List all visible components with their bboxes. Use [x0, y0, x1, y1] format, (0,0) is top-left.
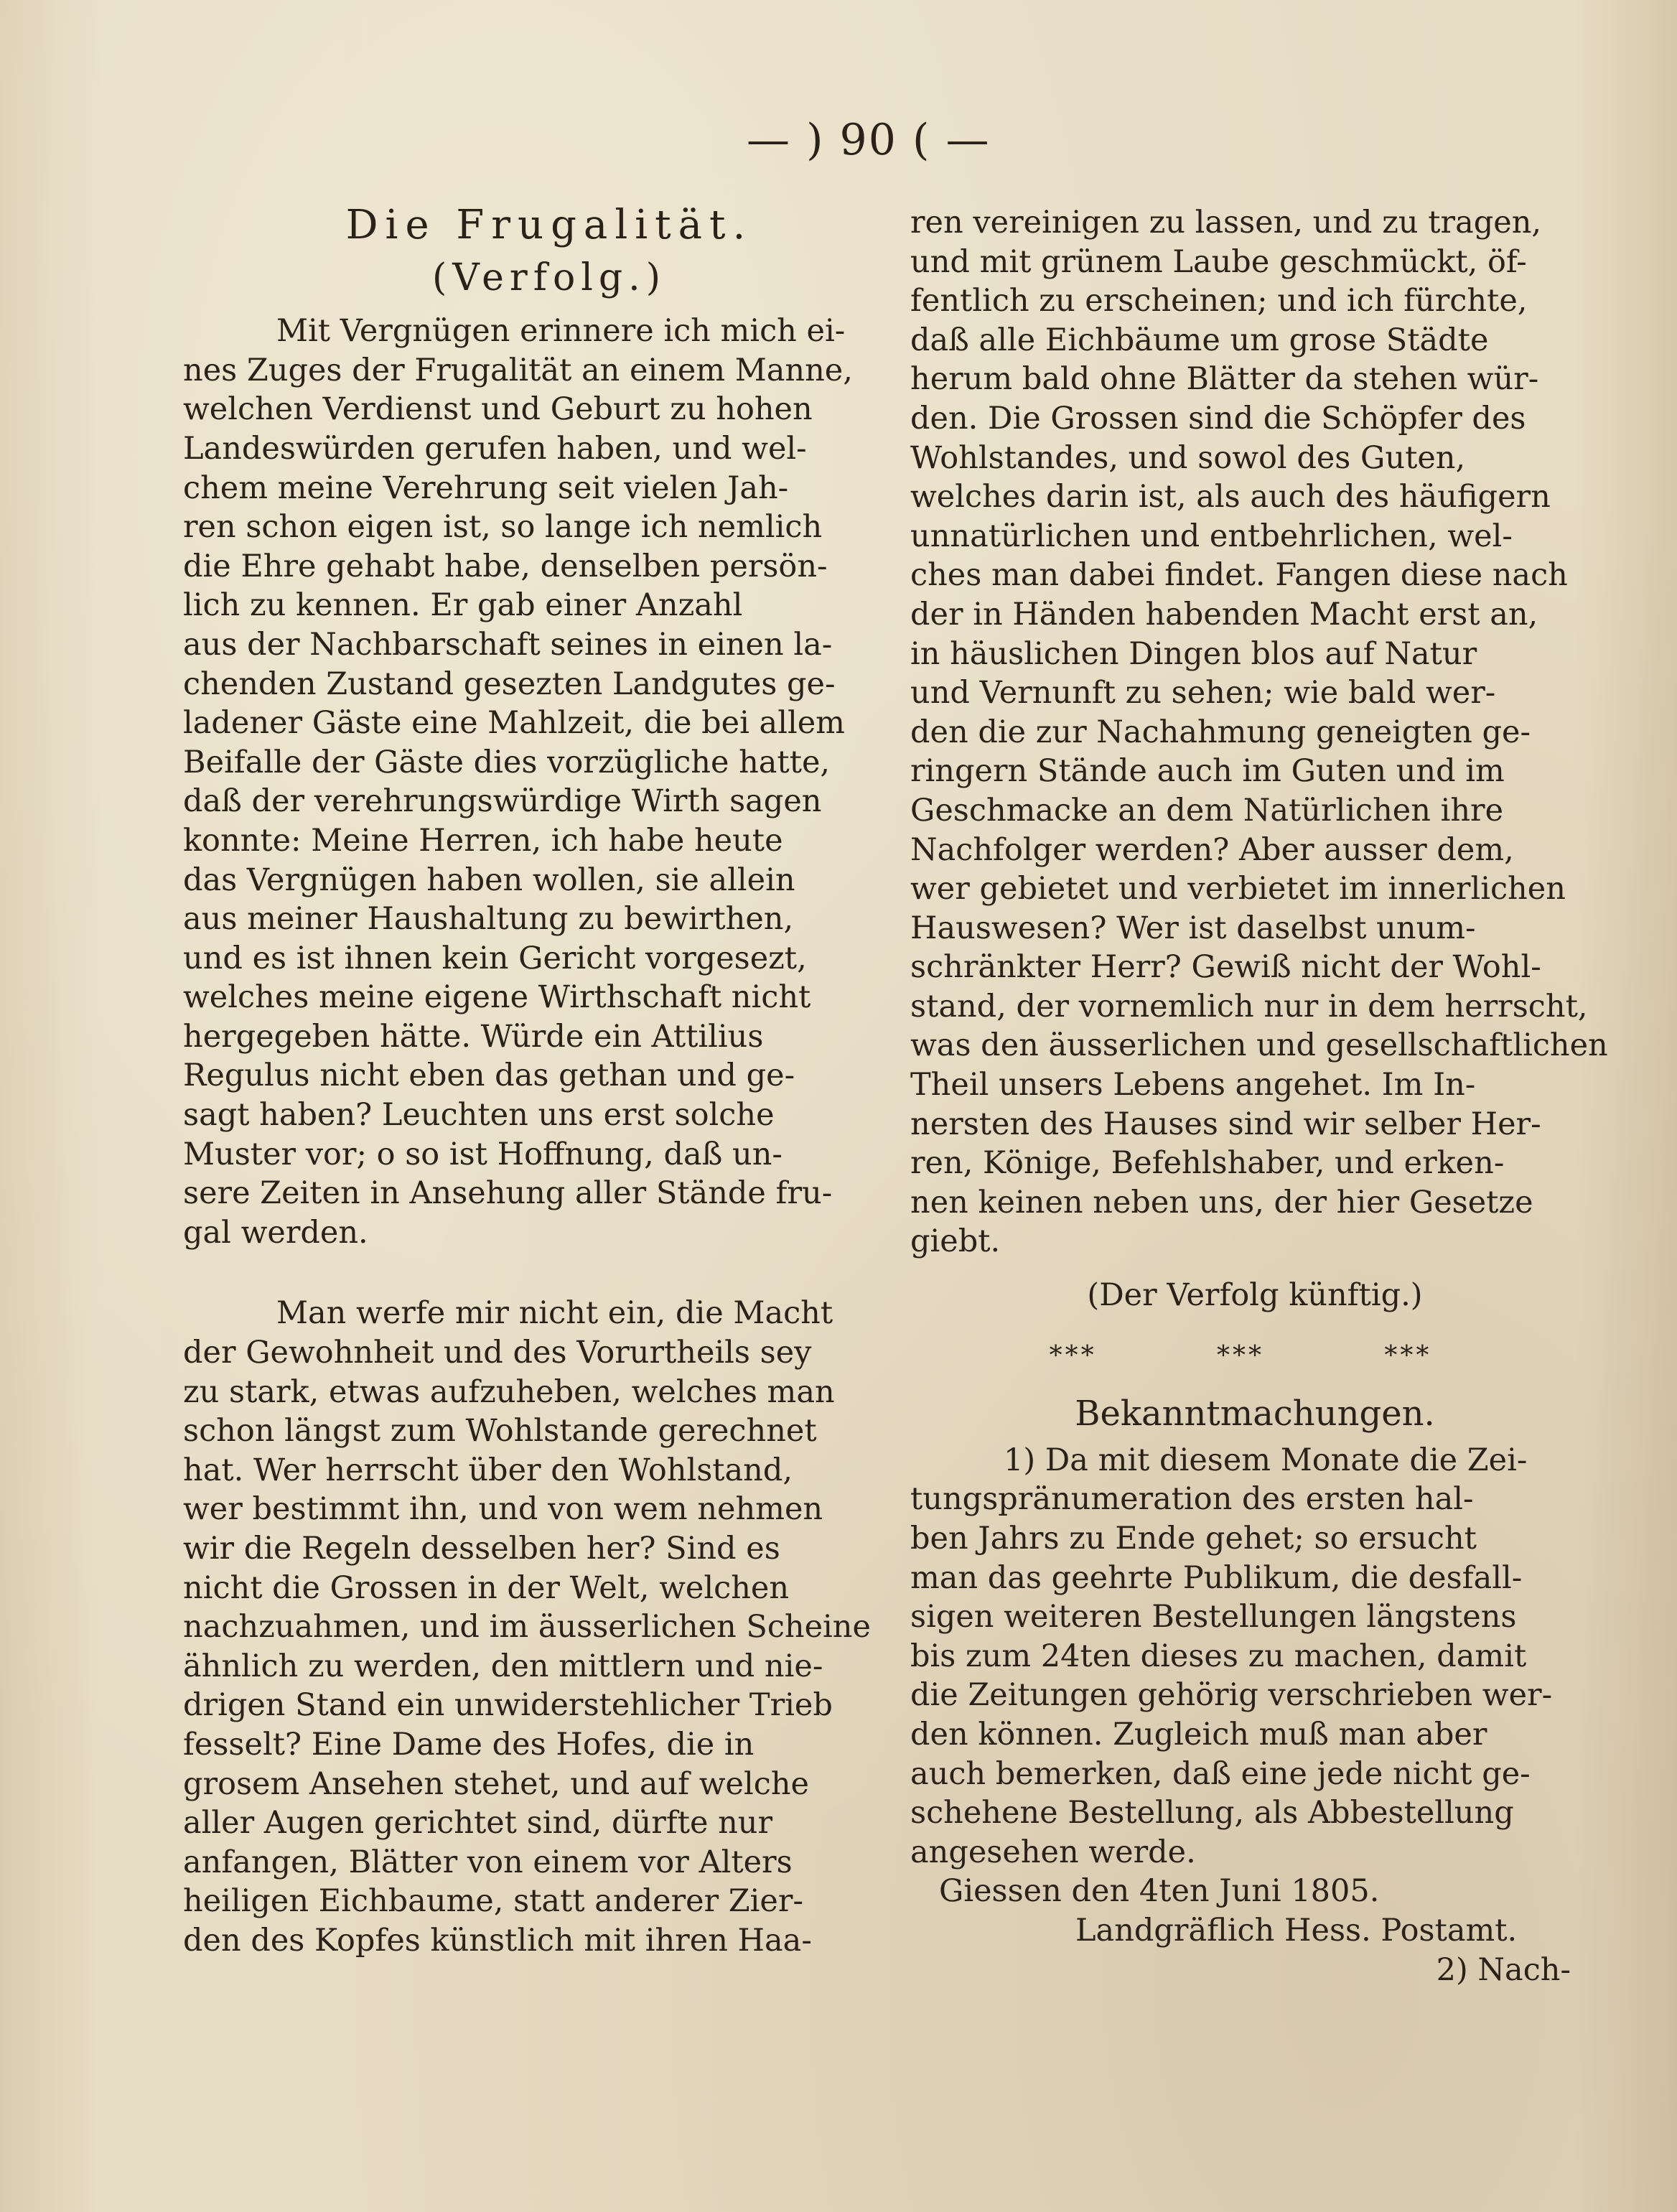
section-title: Bekanntmachungen. [1075, 1394, 1435, 1434]
text-line: Mit Vergnügen erinnere ich mich ei- [276, 313, 846, 350]
notice-paragraph [910, 1441, 1599, 1872]
text-line: wer gebietet und verbietet im innerlichen [910, 871, 1566, 907]
text-line: 1) Da mit diesem Monate die Zei- [1004, 1442, 1528, 1478]
text-line: sere Zeiten in Ansehung aller Stände fru- [183, 1175, 833, 1212]
asterism-icon: *** [1049, 1340, 1097, 1371]
text-line: Wohlstandes, und sowol des Guten, [910, 439, 1466, 476]
paragraph [910, 203, 1608, 1261]
text-line: ren, Könige, Befehlshaber, und erken- [910, 1145, 1505, 1182]
text-line: ben Jahrs zu Ende gehet; so ersucht [910, 1521, 1477, 1557]
text-line: aus der Nachbarschaft seines in einen la- [183, 626, 833, 663]
text-line: schehene Bestellung, als Abbestellung [910, 1795, 1514, 1831]
text-line: was den äusserlichen und gesellschaftlichen [910, 1027, 1608, 1064]
text-line: den die zur Nachahmung geneigten ge- [910, 714, 1531, 750]
paragraph [183, 1294, 887, 1960]
paragraph [183, 312, 887, 1252]
text-line: chem meine Verehrung seit vielen Jah- [183, 470, 789, 506]
text-line: Regulus nicht eben das gethan und ge- [183, 1058, 795, 1094]
left-column [183, 197, 887, 1961]
text-line: ches man dabei findet. Fangen diese nach [910, 557, 1568, 594]
text-line: daß alle Eichbäume um grose Städte [910, 322, 1489, 358]
text-line: den des Kopfes künstlich mit ihren Haa- [183, 1922, 812, 1959]
text-line: konnte: Meine Herren, ich habe heute [183, 822, 783, 859]
text-line: und Vernunft zu sehen; wie bald wer- [910, 675, 1496, 711]
text-line: grosem Ansehen stehet, und auf welche [183, 1765, 809, 1802]
text-line: daß der verehrungswürdige Wirth sagen [183, 783, 822, 820]
text-line: anfangen, Blätter von einem vor Alters [183, 1844, 793, 1880]
place-date: Giessen den 4ten Juni 1805. [939, 1873, 1380, 1910]
article-subtitle: (Verfolg.) [432, 256, 666, 299]
text-line: giebt. [910, 1223, 1001, 1260]
text-line: Hauswesen? Wer ist daselbst unum- [910, 910, 1476, 946]
text-line: den. Die Grossen sind die Schöpfer des [910, 400, 1526, 437]
text-line: unnatürlichen und entbehrlichen, wel- [910, 518, 1513, 554]
continued-note: (Der Verfolg künftig.) [1087, 1277, 1423, 1314]
text-line: man das geehrte Publikum, die desfall- [910, 1559, 1523, 1596]
text-line: den können. Zugleich muß man aber [910, 1716, 1487, 1753]
text-line: Man werfe mir nicht ein, die Macht [276, 1295, 833, 1332]
text-line: Landeswürden gerufen haben, und wel- [183, 430, 807, 467]
text-line: chenden Zustand gesezten Landgutes ge- [183, 666, 836, 702]
text-line: aller Augen gerichtet sind, dürfte nur [183, 1805, 773, 1842]
text-line: nicht die Grossen in der Welt, welchen [183, 1569, 790, 1606]
text-line: stand, der vornemlich nur in dem herrscht, [910, 988, 1588, 1025]
text-line: zu stark, etwas aufzuheben, welches man [183, 1373, 835, 1410]
text-line: nen keinen neben uns, der hier Gesetze [910, 1184, 1533, 1221]
text-line: wer bestimmt ihn, und von wem nehmen [183, 1491, 823, 1528]
text-line: lich zu kennen. Er gab einer Anzahl [183, 587, 743, 624]
text-line: nachzuahmen, und im äusserlichen Scheine [183, 1609, 871, 1646]
text-line: sigen weiteren Bestellungen längstens [910, 1599, 1517, 1635]
text-line: welches meine eigene Wirthschaft nicht [183, 979, 811, 1016]
text-line: Muster vor; o so ist Hoffnung, daß un- [183, 1136, 783, 1172]
text-line: herum bald ohne Blätter da stehen wür- [910, 361, 1539, 398]
text-line: welches darin ist, als auch des häufigern [910, 479, 1551, 515]
text-line: hergegeben hätte. Würde ein Attilius [183, 1018, 764, 1055]
separator-stars [989, 1337, 1492, 1376]
asterism-icon: *** [1384, 1340, 1432, 1371]
text-line: fentlich zu erscheinen; und ich fürchte, [910, 283, 1528, 319]
text-line: ladener Gäste eine Mahlzeit, die bei allem [183, 705, 845, 742]
text-line: drigen Stand ein unwiderstehlicher Trieb [183, 1687, 833, 1724]
text-line: in häuslichen Dingen blos auf Natur [910, 635, 1477, 672]
text-line: nes Zuges der Frugalität an einem Manne, [183, 352, 853, 388]
text-line: bis zum 24ten dieses zu machen, damit [910, 1638, 1527, 1674]
text-line: angesehen werde. [910, 1834, 1196, 1870]
text-line: das Vergnügen haben wollen, sie allein [183, 862, 795, 898]
text-line: aus meiner Haushaltung zu bewirthen, [183, 901, 794, 938]
text-line: gal werden. [183, 1214, 368, 1251]
text-line: heiligen Eichbaume, statt anderer Zier- [183, 1883, 803, 1920]
text-line: die Zeitungen gehörig verschrieben wer- [910, 1677, 1553, 1714]
text-line: schränkter Herr? Gewiß nicht der Wohl- [910, 949, 1541, 986]
text-line: die Ehre gehabt habe, denselben persön- [183, 548, 828, 584]
text-line: und es ist ihnen kein Gericht vorgesezt, [183, 940, 807, 976]
signature-office: Landgräflich Hess. Postamt. [1075, 1912, 1518, 1949]
text-line: welchen Verdienst und Geburt zu hohen [183, 391, 813, 428]
text-line: fesselt? Eine Dame des Hofes, die in [183, 1726, 755, 1763]
page-number: — ) 90 ( — [747, 115, 991, 165]
text-line: Nachfolger werden? Aber ausser dem, [910, 831, 1514, 868]
text-line: der Gewohnheit und des Vorurtheils sey [183, 1335, 812, 1371]
text-line: wir die Regeln desselben her? Sind es [183, 1531, 780, 1567]
text-line: Geschmacke an dem Natürlichen ihre [910, 792, 1504, 829]
text-line: ren schon eigen ist, so lange ich nemlich [183, 509, 823, 546]
text-line: Beifalle der Gäste dies vorzügliche hatte, [183, 744, 831, 780]
text-line: Theil unsers Lebens angehet. Im In- [910, 1067, 1476, 1103]
text-line: sagt haben? Leuchten uns erst solche [183, 1097, 775, 1134]
text-line: der in Händen habenden Macht erst an, [910, 596, 1538, 633]
text-line: und mit grünem Laube geschmückt, öf- [910, 243, 1527, 280]
catchword: 2) Nach- [1436, 1951, 1571, 1988]
right-column [910, 203, 1608, 1989]
text-line: ähnlich zu werden, den mittlern und nie- [183, 1648, 823, 1684]
asterism-icon: *** [1216, 1340, 1264, 1371]
text-line: schon längst zum Wohlstande gerechnet [183, 1413, 817, 1450]
text-line: tungspränumeration des ersten hal- [910, 1481, 1474, 1518]
article-title: Die Frugalität. [345, 202, 753, 248]
text-line: hat. Wer herrscht über den Wohlstand, [183, 1452, 793, 1488]
text-line: ringern Stände auch im Guten und im [910, 753, 1505, 790]
text-line: nersten des Hauses sind wir selber Her- [910, 1106, 1541, 1142]
text-line: ren vereinigen zu lassen, und zu tragen, [910, 205, 1542, 241]
text-line: auch bemerken, daß eine jede nicht ge- [910, 1755, 1531, 1792]
